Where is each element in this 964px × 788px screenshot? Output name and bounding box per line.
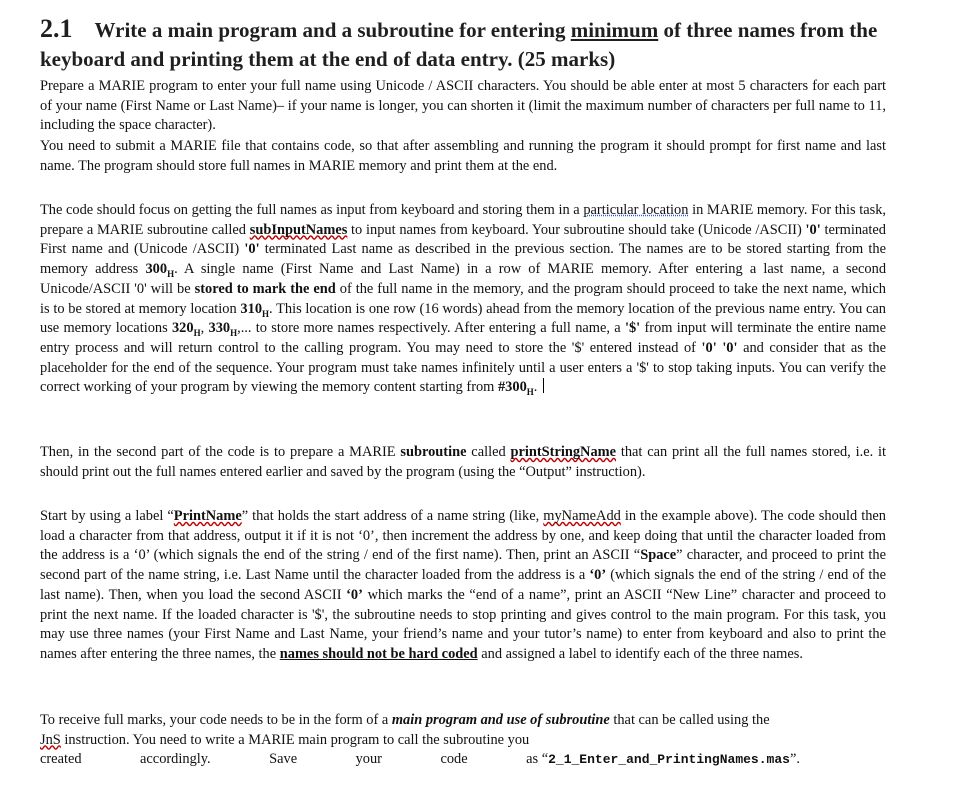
paragraph-input-subroutine: The code should focus on getting the full names as input from keyboard and storing them in a particular location in MARIE memory. For this task, prepare a MARIE subroutine called subInputNames to input names from keyboard. Your subroutine should take (Unicode /ASCII) '0' terminated First name and (Unicode /ASCII) '0' terminated Last name as described in the previous section. The names are to be stored starting from the memory address $300_H$. A single name (First Name and Last Name) in a row of MARIE memory. After entering a last name, a second Unicode/ASCII '0' will be stored to mark the end of the full name in the memory, and the program should proceed to take the next name, which is to be stored at memory location $310_H$. This location is one row (16 words) ahead from the memory location of the previous name entry. You can use memory locations $320_H$, $330_H$,... to store more names respectively. After entering a full name, a '$' from input will terminate the entire name entry process and will return control to the calling program. You may need to store the '$' entered instead of '0' '0' and consider that as the placeholder for the end of the sequence. Your program must take names infinitely until a user enters a '$' to stop taking inputs. You can verify the correct working of your program by viewing the memory content starting from $\#300_H$. xyxy=(40,202,887,398)
paragraph-print-subroutine: Then, in the second part of the code is to prepare a MARIE subroutine called printStringName that can print all the full names stored, i.e. it should print out the full names entered earlier and saved by the program (using the “Output” instruction). xyxy=(40,444,886,480)
section-number: 2.1 xyxy=(40,14,73,43)
subroutine-name-input: subInputNames xyxy=(249,221,348,238)
paragraph-print-instructions: Start by using a label “PrintName” that holds the start address of a name string (like, myNameAdd in the example above). The code should then load a character from that address, output it if it is not ‘0’, then increment the address by one, and keep doing that until the character loaded from the address is a ‘0’ (which signals the end of the string / end of the first name). Then, print an ASCII “Space” character, and proceed to print the second part of the name string, i.e. Last Name until the character loaded from the address is a ‘0’ (which signals the end of the string / end of the last name). Then, when you load the second ASCII ‘0’ which marks the “end of a name”, print an ASCII “New Line” character and proceed to print the next name. If the loaded character is '$', the subroutine needs to stop printing and gives control to the main program. For this task, you may use three names (your First Name and Last Name, your friend’s name and your tutor’s name) to enter from keyboard and also to print the names after entering the three names, the names should not be hard coded and assigned a label to identify each of the three names. xyxy=(40,508,886,662)
paragraph-marks: To receive full marks, your code needs to be in the form of a main program and use of subroutine that can be called using the JnS instruction. You need to write a MARIE main program to call the subroutine you created accordingly. Save your code as “2_1_Enter_and_PrintingNames.mas”. xyxy=(40,712,800,768)
text-cursor xyxy=(543,378,544,393)
heading-emphasis: minimum xyxy=(570,18,659,42)
subroutine-name-print: printStringName xyxy=(510,444,617,460)
paragraph-intro: Prepare a MARIE program to enter your full name using Unicode / ASCII characters. You should be able enter at most 5 characters for each part of your name (First Name or Last Name)– if your name is longer, you can shorten it (limit the maximum number of characters per full name to 11, including the space character). xyxy=(40,78,886,134)
section-heading: 2.1 Write a main program and a subroutine for entering minimum of three names from the keyboard and printing them at the end of data entry. (25 marks) xyxy=(40,14,878,71)
no-hardcode-note: names should not be hard coded xyxy=(279,645,478,662)
paragraph-submission: You need to submit a MARIE file that contains code, so that after assembling and running the program it should prompt for first name and last name. The program should store full names in MARIE memory and print them at the end. xyxy=(40,138,886,174)
filename: 2_1_Enter_and_PrintingNames.mas xyxy=(548,752,790,768)
